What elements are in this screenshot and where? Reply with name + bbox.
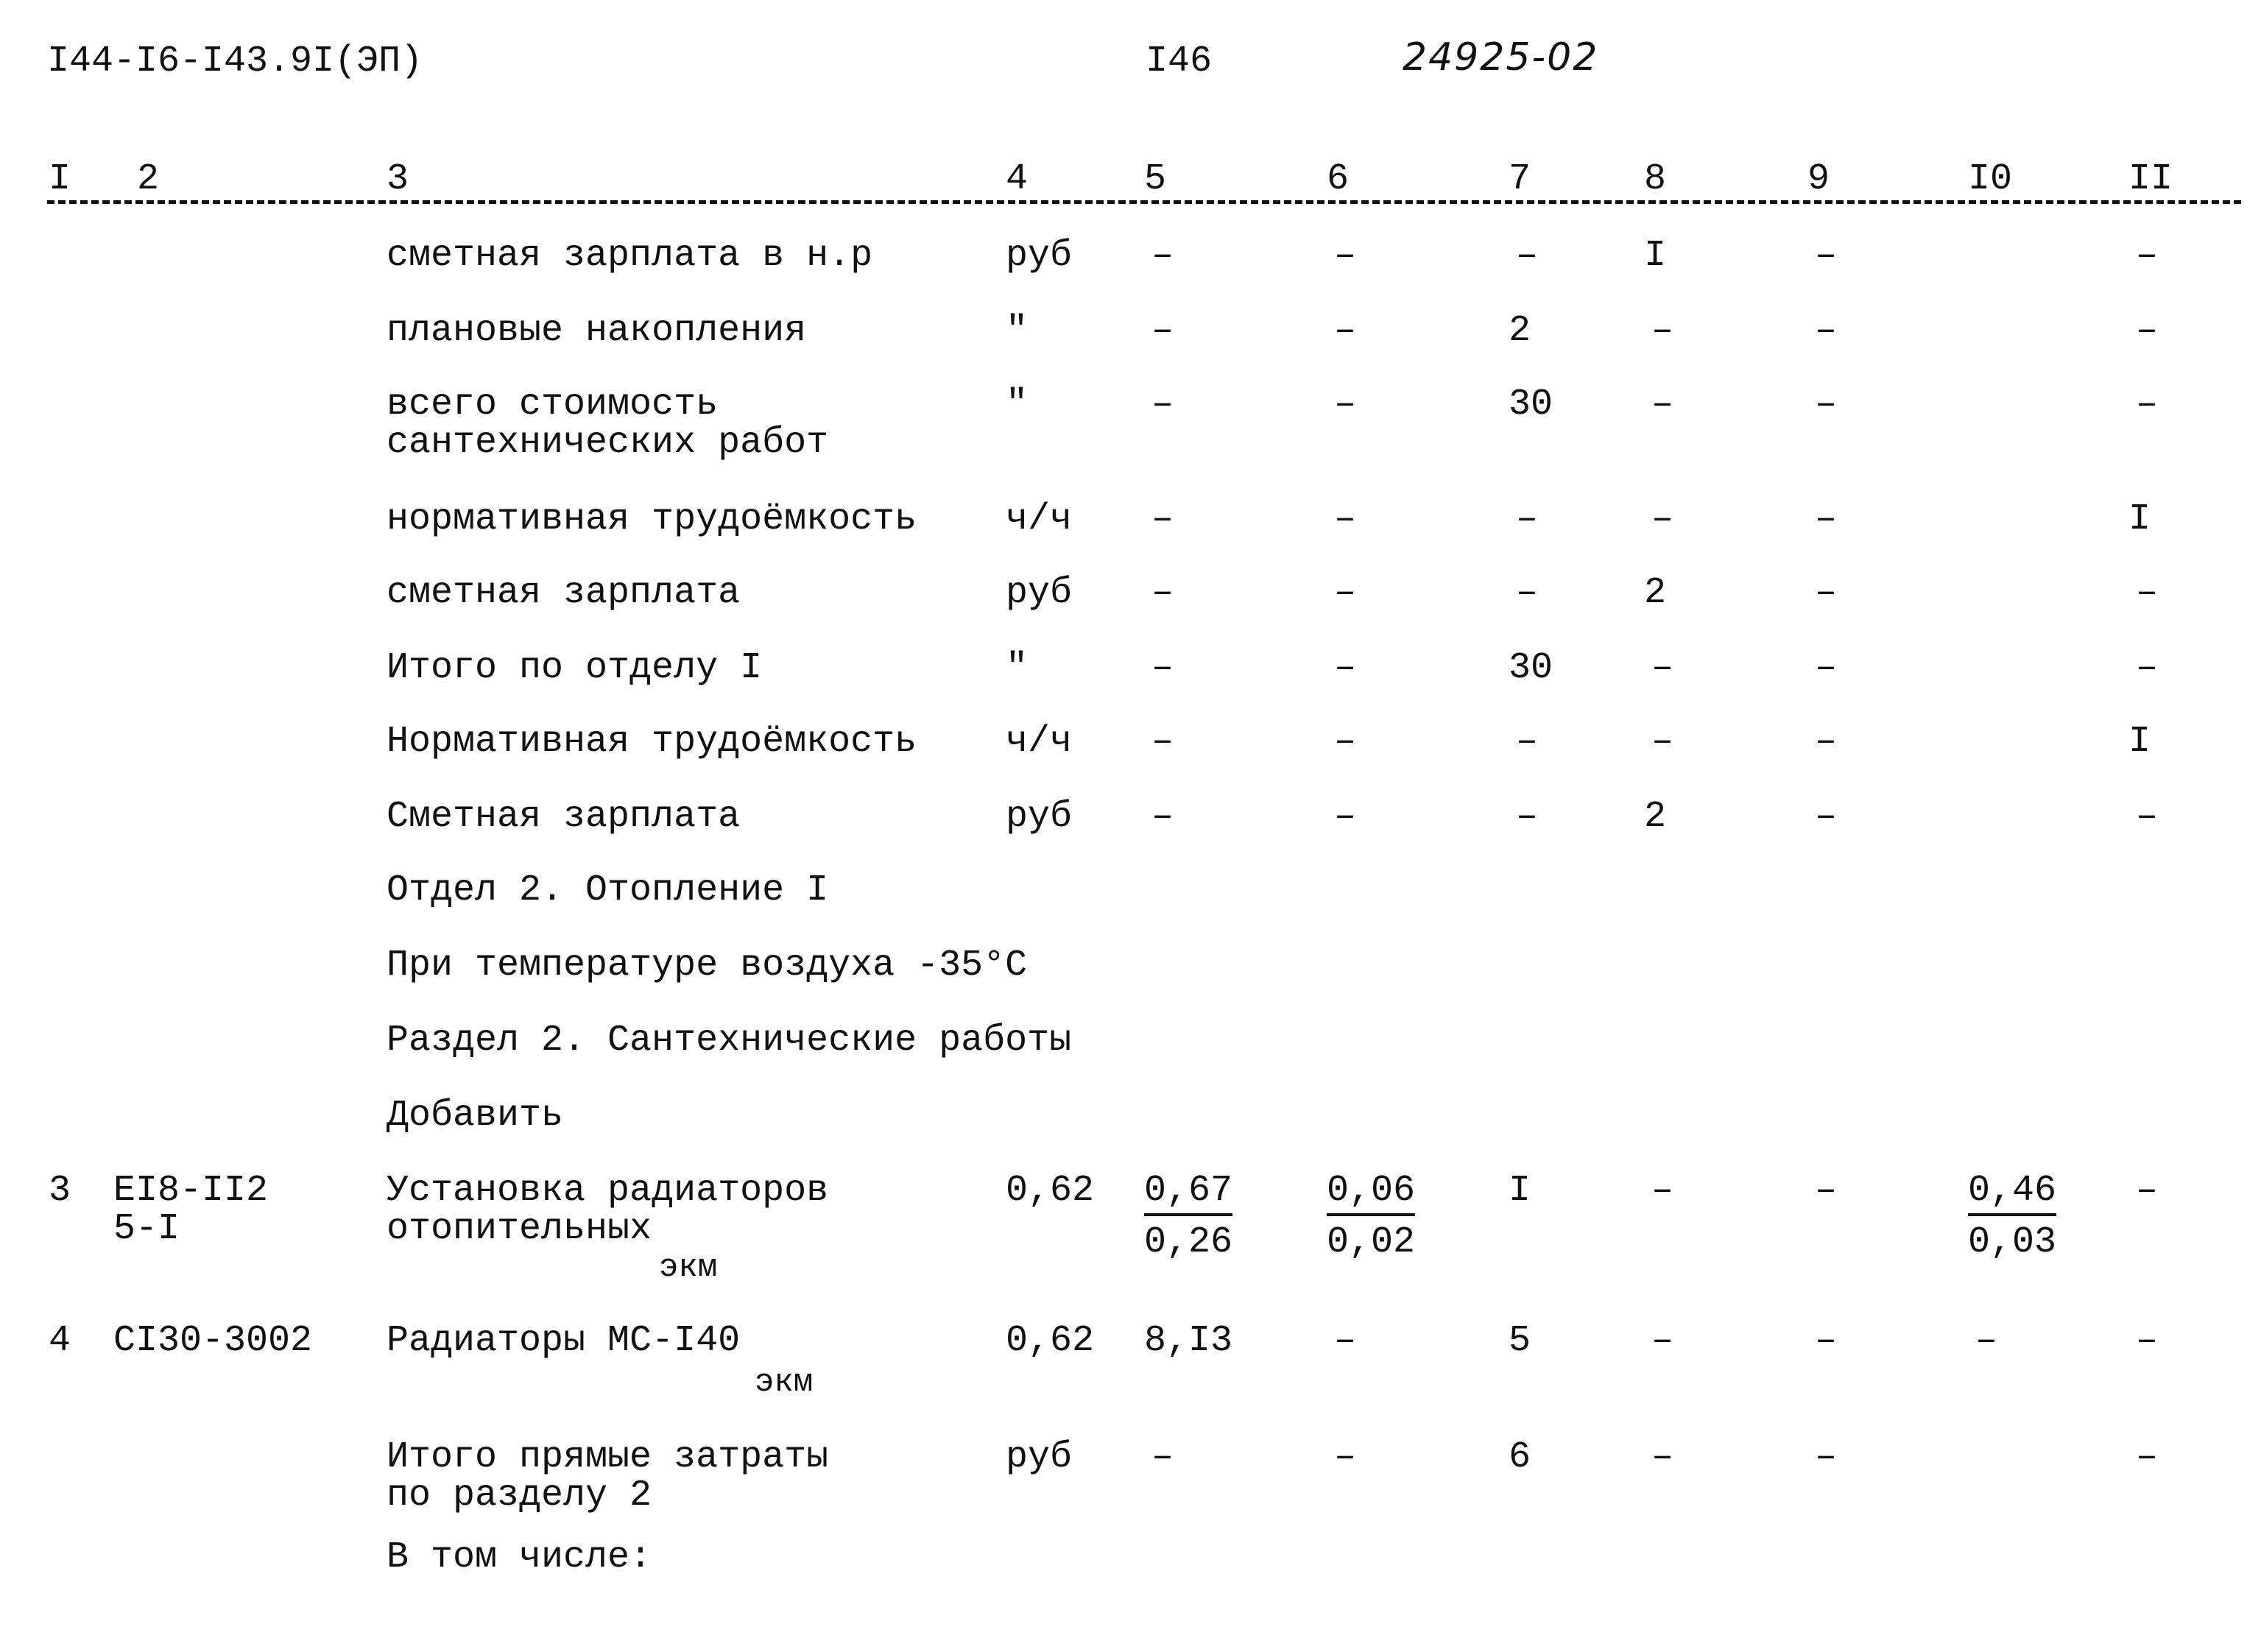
rate-code: EI8-II2	[113, 1170, 269, 1212]
unit-or-quantity: руб	[1006, 1436, 1073, 1478]
cell-col-11: –	[2136, 1320, 2159, 1362]
work-description: Отдел 2. Отопление I	[387, 869, 829, 911]
cell-col-5: –	[1151, 1436, 1174, 1478]
work-description: сметная зарплата в н.р	[387, 235, 873, 277]
cell-col-8: –	[1651, 1320, 1674, 1362]
cell-col-5: –	[1151, 310, 1174, 352]
cell-col-5: –	[1151, 721, 1174, 763]
cell-col-8: –	[1651, 498, 1674, 540]
work-description: отопительных	[387, 1208, 652, 1250]
cell-col-6: –	[1334, 796, 1357, 838]
work-description: В том числе:	[387, 1536, 652, 1578]
cell-col-11: I	[2128, 721, 2151, 763]
cell-col-9: –	[1815, 721, 1838, 763]
cell-col-8: –	[1651, 310, 1674, 352]
work-description: сантехнических работ	[387, 422, 829, 464]
unit-or-quantity: 0,62	[1006, 1320, 1095, 1362]
work-description: Итого по отделу I	[387, 647, 763, 689]
cell-col-11: I	[2128, 498, 2151, 540]
numerator: 0,46	[1968, 1172, 2056, 1216]
cell-col-8: –	[1651, 1436, 1674, 1478]
cell-col-6: –	[1334, 384, 1357, 426]
unit-note: экм	[755, 1364, 814, 1401]
cell-col-6: –	[1334, 1436, 1357, 1478]
cell-col-7: 6	[1509, 1436, 1531, 1478]
cell-col-5: –	[1151, 647, 1174, 689]
work-description: всего стоимость	[387, 384, 719, 426]
cell-col-6: –	[1334, 310, 1357, 352]
cell-col-6: –	[1334, 721, 1357, 763]
unit-or-quantity: 0,62	[1006, 1170, 1095, 1212]
column-header-7: 7	[1509, 158, 1531, 200]
cell-col-8: –	[1651, 1170, 1674, 1212]
cell-col-5: –	[1151, 572, 1174, 614]
cell-col-10: –	[1975, 1320, 1998, 1362]
work-description: Итого прямые затраты	[387, 1436, 829, 1478]
unit-or-quantity: "	[1006, 647, 1029, 689]
cell-col-6: –	[1334, 572, 1357, 614]
cell-col-7: –	[1516, 235, 1539, 277]
cell-col-9: –	[1815, 498, 1838, 540]
denominator: 0,03	[1968, 1221, 2057, 1263]
work-description: нормативная трудоёмкость	[387, 498, 917, 540]
work-description: Сметная зарплата	[387, 796, 741, 838]
cell-col-9: –	[1815, 1436, 1838, 1478]
cell-col-5: 8,I3	[1144, 1320, 1233, 1362]
cell-col-7: –	[1516, 721, 1539, 763]
denominator: 0,02	[1327, 1221, 1416, 1263]
column-header-5: 5	[1144, 158, 1167, 200]
cell-col-9: –	[1815, 796, 1838, 838]
unit-or-quantity: "	[1006, 310, 1029, 352]
work-description: При температуре воздуха -35°C	[387, 945, 1028, 986]
cell-col-7: I	[1509, 1170, 1531, 1212]
cell-col-11: –	[2136, 796, 2159, 838]
cell-col-7: 30	[1509, 647, 1553, 689]
row-number: 4	[49, 1320, 71, 1362]
cell-col-9: –	[1815, 647, 1838, 689]
cell-col-11: –	[2136, 384, 2159, 426]
cell-col-6: –	[1334, 235, 1357, 277]
column-header-1: I	[49, 158, 71, 200]
cell-col-9: –	[1815, 1320, 1838, 1362]
cell-col-7: 5	[1509, 1320, 1531, 1362]
work-description: Нормативная трудоёмкость	[387, 721, 917, 763]
handwritten-number: 24925-02	[1403, 35, 1599, 80]
fraction-value	[1327, 1172, 1415, 1262]
cell-col-8: –	[1651, 647, 1674, 689]
cell-col-11: –	[2136, 1170, 2159, 1212]
cell-col-6: –	[1334, 1320, 1357, 1362]
cell-col-8: I	[1644, 235, 1667, 277]
header-divider	[47, 200, 2241, 204]
cell-col-6: –	[1334, 498, 1357, 540]
work-description: плановые накопления	[387, 310, 807, 352]
denominator: 0,26	[1144, 1221, 1233, 1263]
cell-col-9: –	[1815, 235, 1838, 277]
cell-col-7: 30	[1509, 384, 1553, 426]
unit-or-quantity: ч/ч	[1006, 721, 1073, 763]
unit-or-quantity: руб	[1006, 796, 1073, 838]
work-description: Установка радиаторов	[387, 1170, 829, 1212]
rate-code: CI30-3002	[113, 1320, 313, 1362]
numerator: 0,06	[1327, 1172, 1415, 1216]
cell-col-7: –	[1516, 572, 1539, 614]
column-header-4: 4	[1006, 158, 1029, 200]
column-header-9: 9	[1807, 158, 1830, 200]
fraction-value	[1144, 1172, 1232, 1262]
column-header-3: 3	[387, 158, 409, 200]
column-header-10: I0	[1968, 158, 2013, 200]
cell-col-9: –	[1815, 1170, 1838, 1212]
column-header-2: 2	[137, 158, 160, 200]
unit-or-quantity: ч/ч	[1006, 498, 1073, 540]
unit-or-quantity: руб	[1006, 572, 1073, 614]
row-number: 3	[49, 1170, 71, 1212]
cell-col-8: –	[1651, 721, 1674, 763]
cell-col-11: –	[2136, 647, 2159, 689]
unit-or-quantity: "	[1006, 384, 1029, 426]
unit-or-quantity: руб	[1006, 235, 1073, 277]
cell-col-6: –	[1334, 647, 1357, 689]
cell-col-8: 2	[1644, 796, 1667, 838]
cell-col-5: –	[1151, 384, 1174, 426]
work-description: сметная зарплата	[387, 572, 741, 614]
work-description: по разделу 2	[387, 1475, 652, 1517]
cell-col-9: –	[1815, 384, 1838, 426]
rate-code: 5-I	[113, 1208, 180, 1250]
numerator: 0,67	[1144, 1172, 1232, 1216]
cell-col-11: –	[2136, 572, 2159, 614]
cell-col-11: –	[2136, 310, 2159, 352]
cell-col-9: –	[1815, 572, 1838, 614]
column-header-6: 6	[1327, 158, 1350, 200]
column-header-11: II	[2128, 158, 2173, 200]
cell-col-9: –	[1815, 310, 1838, 352]
document-code: I44-I6-I43.9I(ЭП)	[47, 40, 423, 82]
cell-col-7: –	[1516, 498, 1539, 540]
cell-col-5: –	[1151, 796, 1174, 838]
unit-note: экм	[659, 1249, 718, 1286]
work-description: Радиаторы МС-I40	[387, 1320, 741, 1362]
work-description: Добавить	[387, 1095, 564, 1137]
cell-col-7: 2	[1509, 310, 1531, 352]
cell-col-5: –	[1151, 498, 1174, 540]
cell-col-8: 2	[1644, 572, 1667, 614]
fraction-value	[1968, 1172, 2056, 1262]
cell-col-7: –	[1516, 796, 1539, 838]
cell-col-11: –	[2136, 1436, 2159, 1478]
column-header-8: 8	[1644, 158, 1667, 200]
cell-col-8: –	[1651, 384, 1674, 426]
cell-col-11: –	[2136, 235, 2159, 277]
cell-col-5: –	[1151, 235, 1174, 277]
page-number: I46	[1146, 40, 1213, 82]
work-description: Раздел 2. Сантехнические работы	[387, 1020, 1072, 1062]
